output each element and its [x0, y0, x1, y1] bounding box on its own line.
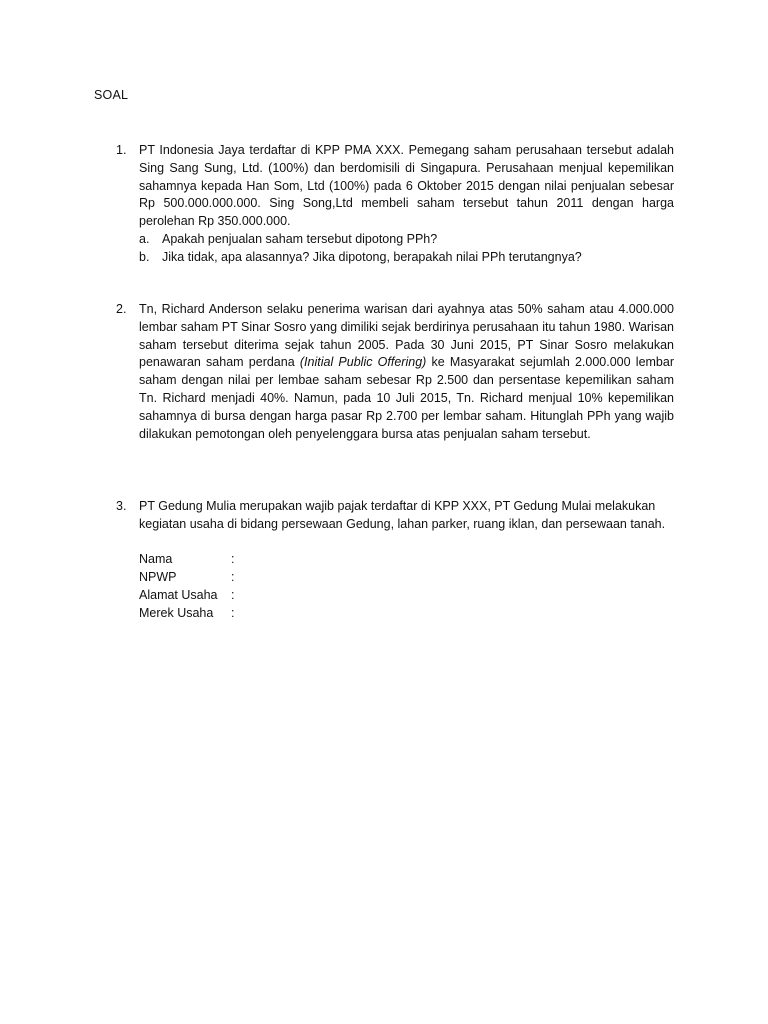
field-label: Nama — [139, 552, 173, 567]
sub-question-b — [139, 249, 674, 267]
field-row-nama — [139, 551, 669, 569]
question-number: 1. — [116, 143, 127, 157]
field-row-merek-usaha — [139, 605, 669, 623]
field-colon: : — [231, 587, 235, 602]
field-label: NPWP — [139, 570, 177, 585]
sub-question-label: a. — [139, 231, 150, 246]
field-colon: : — [231, 605, 235, 620]
question-text-part: Tn, Richard Anderson selaku penerima warisan dari ayahnya atas 50% saham atau 4.000.000 lembar saham PT Sinar Sosro yang dimiliki sejak berdirinya perusahaan itu tahun 1980. Warisan saham tersebut diterima sejak tahun 2005. Pada 30 Juni 2015, PT Sinar Sosro melakukan penawaran saham perdana — [139, 302, 674, 370]
field-row-npwp — [139, 569, 669, 587]
sub-question-a — [139, 231, 674, 249]
field-label: Merek Usaha — [139, 605, 214, 620]
question-text-italic: (Initial Public Offering) — [299, 355, 427, 370]
field-colon: : — [231, 552, 235, 567]
question-body — [139, 142, 674, 267]
field-colon: : — [231, 570, 235, 585]
question-text: PT Indonesia Jaya terdaftar di KPP PMA XXX. Pemegang saham perusahaan tersebut adalah Sing Sang Sung, Ltd. (100%) dan berdomisili di Singapura. Perusahaan menjual kepemilikan sahamnya kepada Han Som, Ltd (100%) pada 6 Oktober 2015 dengan nilai penjualan sebesar Rp 500.000.000.000. Sing Song,Ltd membeli saham tersebut tahun 2011 dengan harga perolehan Rp 350.000.000. — [139, 143, 674, 229]
question-body — [139, 301, 674, 443]
sub-question-label: b. — [139, 249, 150, 264]
sub-question-text: Apakah penjualan saham tersebut dipotong PPh? — [162, 231, 438, 246]
page-heading: SOAL — [94, 88, 129, 102]
spacer — [139, 534, 669, 552]
question-number: 3. — [116, 499, 127, 513]
field-row-alamat-usaha — [139, 587, 669, 605]
sub-question-text: Jika tidak, apa alasannya? Jika dipotong, berapakah nilai PPh terutangnya? — [162, 249, 582, 264]
question-text-part: ke Masyarakat sejumlah 2.000.000 lembar saham dengan nilai per lembae saham sebesar Rp 2.500 dan persentase kepemilikan saham Tn. Richard menjadi 40%. Namun, pada 10 Juli 2015, Tn. Richard menjual 10% kepemilikan sahamnya di bursa dengan harga pasar Rp 2.700 per lembar saham. Hitunglah PPh yang wajib dilakukan pemotongan oleh penyelenggara bursa atas penjualan saham tersebut. — [139, 355, 674, 441]
field-label: Alamat Usaha — [139, 587, 218, 602]
question-number: 2. — [116, 302, 127, 316]
question-text — [139, 301, 674, 443]
question-text: PT Gedung Mulia merupakan wajib pajak terdaftar di KPP XXX, PT Gedung Mulai melakukan kegiatan usaha di bidang persewaan Gedung, lahan parker, ruang iklan, dan persewaan tanah. — [139, 499, 666, 531]
question-body — [139, 498, 669, 623]
